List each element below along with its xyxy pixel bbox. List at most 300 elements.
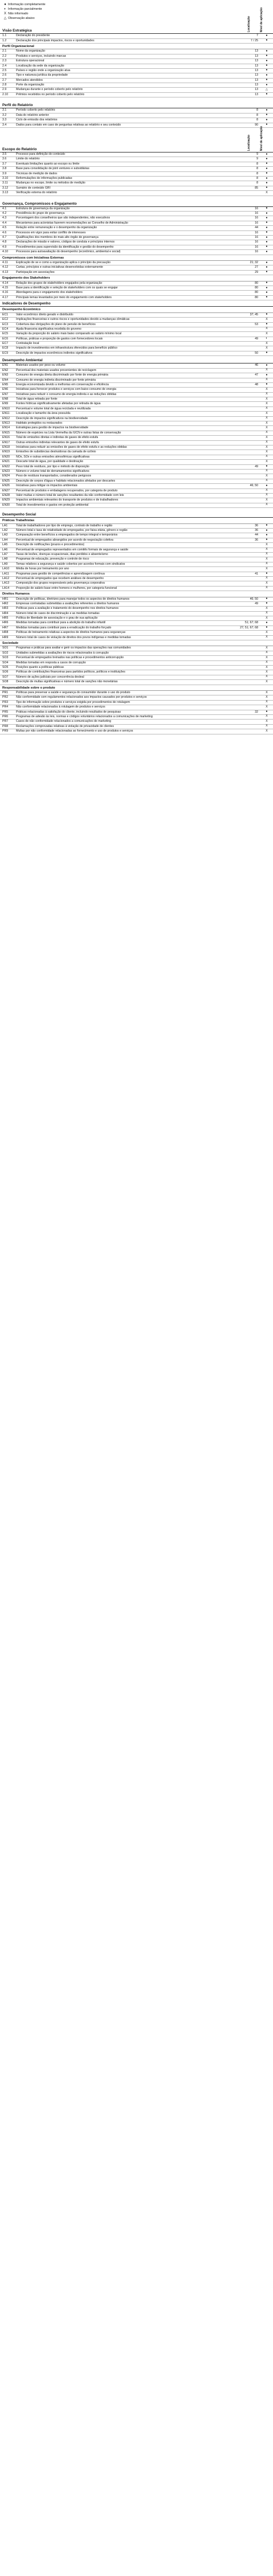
page-reference: [232, 616, 260, 620]
table-row: [0, 271, 273, 275]
page-reference: 47: [255, 373, 258, 377]
section-indicadores: [0, 302, 273, 356]
page-reference: [232, 460, 260, 464]
x-icon: X: [266, 459, 268, 463]
indicator-description: Presidência do grupo de governança: [16, 212, 65, 216]
indicator-code: HR9: [2, 635, 9, 639]
table-row: [0, 407, 273, 412]
indicator-description: Emissões de substâncias destruidoras da camada de ozônio: [16, 450, 96, 454]
indicator-code: EN20: [2, 455, 10, 459]
table-row: [0, 572, 273, 577]
page-reference: 32: [255, 710, 258, 714]
x-icon: X: [266, 411, 268, 415]
indicator-description: NOx, SOx e outras emissões atmosféricas significativas: [16, 455, 90, 459]
page-reference: [232, 332, 260, 336]
page-reference: 46; 50: [250, 597, 258, 601]
indicator-description: Impactos ambientais relevantes do transporte de produtos e de trabalhadores: [16, 498, 118, 502]
table-row: [0, 701, 273, 705]
table-row: [0, 59, 273, 64]
indicator-code: EN27: [2, 488, 10, 492]
indicator-code: EN10: [2, 406, 10, 411]
table-row: [0, 631, 273, 635]
indicator-description: Mudanças durante o período coberto pelo relatório: [16, 88, 83, 92]
x-icon: X: [266, 576, 268, 580]
indicator-description: Consumo de energia indireta discriminado por fonte primária: [16, 378, 96, 382]
indicator-description: Não conformidade com regulamentos relacionados aos impactos causados por produtos e serviços: [16, 695, 147, 699]
half-circle-icon: ◐: [4, 7, 6, 11]
indicator-description: Multas por não conformidade relacionadas ao fornecimento e uso de produtos e serviços: [16, 729, 133, 733]
table-row: [0, 282, 273, 286]
filled-circle-icon: ●: [266, 601, 268, 605]
x-icon: X: [266, 378, 268, 382]
filled-circle-icon: ●: [266, 270, 268, 274]
page-reference: [232, 675, 260, 679]
filled-circle-icon: ●: [266, 216, 268, 220]
indicator-description: Contratação local: [16, 342, 39, 346]
indicator-code: EN3: [2, 373, 9, 377]
indicator-description: Relação entre remuneração e o desempenho da organização: [16, 226, 97, 230]
filled-circle-icon: ●: [266, 225, 268, 229]
indicator-code: EC3: [2, 322, 9, 326]
indicator-description: Percentual e volume total de água reciclada e reutilizada: [16, 406, 91, 411]
indicator-description: Impacto de investimentos em infraestrutura oferecidos para benefício público: [16, 346, 118, 350]
rows-visao: [0, 34, 273, 44]
section-title-text: Desempenho Ambiental: [2, 358, 43, 363]
indicator-code: 3.11: [2, 181, 8, 185]
filled-circle-icon: ●: [266, 162, 268, 166]
indicator-description: Práticas relacionadas à satisfação do cliente, incluindo resultados de pesquisas: [16, 710, 121, 714]
filled-circle-icon: ●: [266, 620, 268, 624]
rows-sociedade: [0, 646, 273, 685]
page-reference: [232, 553, 260, 557]
filled-circle-icon: ●: [266, 281, 268, 285]
table-row: [0, 465, 273, 470]
subhead-produto: Responsabilidade sobre o produto: [0, 685, 273, 691]
table-row: [0, 73, 273, 78]
indicator-description: Variação da proporção do salário mais baixo comparado ao salário mínimo local: [16, 332, 122, 336]
indicator-code: EN19: [2, 450, 10, 454]
page-reference: 53: [255, 322, 258, 326]
triangle-icon: △: [3, 16, 7, 20]
table-row: [0, 725, 273, 729]
x-icon: X: [266, 425, 268, 429]
indicator-code: EN6: [2, 388, 9, 392]
indicator-description: Tipo e natureza jurídica da propriedade: [16, 73, 68, 77]
indicator-code: 3.1: [2, 108, 7, 112]
indicator-description: Abordagens para o engajamento dos stakeholders: [16, 291, 83, 295]
indicator-code: PR2: [2, 695, 9, 699]
page-reference: [232, 705, 260, 709]
indicator-code: 4.3: [2, 216, 7, 220]
indicator-description: Medidas tomadas para contribuir para a erradicação do trabalho forçado: [16, 626, 112, 630]
filled-circle-icon: ●: [266, 123, 268, 127]
filled-circle-icon: ●: [266, 113, 268, 117]
table-row: [0, 421, 273, 426]
indicator-description: Ajuda financeira significativa recebida do governo: [16, 327, 82, 331]
x-icon: X: [266, 719, 268, 723]
filled-circle-icon: ●: [266, 710, 268, 714]
indicator-code: 3.2: [2, 113, 7, 117]
x-icon: X: [266, 611, 268, 615]
table-row: [0, 695, 273, 700]
page-reference: [232, 455, 260, 459]
indicator-code: 4.17: [2, 295, 9, 299]
indicator-code: 2.2: [2, 54, 7, 58]
subhead-perfil-org: Perfil Organizacional: [0, 44, 273, 49]
section-social: [0, 513, 273, 734]
indicator-code: EN15: [2, 431, 10, 435]
page-reference: 80: [255, 281, 258, 285]
filled-circle-icon: ●: [266, 533, 268, 537]
x-icon: X: [266, 498, 268, 502]
x-icon: X: [266, 616, 268, 620]
page-reference: 36: [255, 529, 258, 533]
page-reference: 16: [255, 216, 258, 220]
indicator-description: Taxas de lesões, doenças ocupacionais, dias perdidos e absenteísmo: [16, 552, 108, 556]
indicator-code: 4.13: [2, 270, 9, 274]
table-row: [0, 720, 273, 724]
page-reference: [232, 607, 260, 611]
indicator-code: 4.8: [2, 240, 7, 244]
indicator-description: Países e região onde a organização atua: [16, 68, 70, 72]
indicator-code: 3.4: [2, 123, 7, 127]
x-icon: X: [266, 552, 268, 556]
indicator-description: Estrutura de governança da organização: [16, 206, 70, 210]
filled-circle-icon: ●: [266, 230, 268, 234]
page-reference: 7 / 25: [251, 38, 258, 42]
table-row: [0, 93, 273, 97]
table-row: [0, 412, 273, 416]
table-row: [0, 729, 273, 734]
table-row: [0, 489, 273, 494]
rows-direitos-humanos: [0, 597, 273, 641]
filled-circle-icon: ●: [266, 249, 268, 253]
x-icon: X: [266, 416, 268, 420]
filled-circle-icon: ●: [266, 64, 268, 67]
filled-circle-icon: ●: [266, 73, 268, 77]
rows-compromissos: [0, 261, 273, 275]
indicator-code: EN2: [2, 368, 9, 372]
x-icon: X: [266, 635, 268, 639]
indicator-description: Percentual de empregados que recebem análises de desempenho: [16, 576, 104, 580]
section-title: [0, 202, 273, 207]
column-headers: [248, 7, 273, 32]
table-row: [0, 172, 273, 177]
page-reference: [232, 441, 260, 445]
x-icon: X: [266, 548, 268, 552]
indicator-code: LA9: [2, 562, 8, 566]
section-title-text: Indicadores de Desempenho: [2, 302, 51, 306]
page-reference: [232, 661, 260, 665]
indicator-description: Programas de adesão às leis, normas e códigos voluntários relacionados a comunicações de marketing: [16, 714, 153, 718]
col-header-location: Localização: [247, 134, 251, 151]
indicator-code: EN7: [2, 392, 9, 396]
filled-circle-icon: ●: [266, 92, 268, 96]
indicator-description: Declaração do presidente: [16, 34, 50, 38]
indicator-description: Empresas contratadas submetidas a avaliações referentes a direitos humanos: [16, 601, 120, 605]
page-reference: 49: [255, 464, 258, 468]
filled-circle-icon: ●: [266, 597, 268, 601]
x-icon: X: [266, 503, 268, 507]
filled-circle-icon: ●: [266, 68, 268, 72]
section-ambiental: [0, 358, 273, 508]
filled-circle-icon: ●: [266, 626, 268, 630]
table-row: [0, 332, 273, 337]
x-icon: X: [266, 679, 268, 683]
table-row: [0, 538, 273, 543]
indicator-description: Peso total de resíduos, por tipo e método de disposição: [16, 464, 90, 468]
indicator-code: 3.9: [2, 171, 7, 175]
table-row: [0, 162, 273, 167]
page-reference: [232, 342, 260, 346]
page-reference: 27; 51; 67; 68: [240, 626, 258, 630]
x-icon: X: [266, 670, 268, 674]
section-title: [0, 302, 273, 307]
page-reference: [232, 562, 260, 566]
filled-circle-icon: ●: [266, 108, 268, 112]
indicator-description: Políticas de contribuições financeiras para partidos políticos, políticos e instituições: [16, 670, 125, 674]
indicator-code: EN4: [2, 378, 9, 382]
x-icon: X: [266, 586, 268, 590]
section-governanca: [0, 202, 273, 301]
table-row: [0, 54, 273, 59]
indicator-description: Dados para contato em caso de perguntas relativas ao relatório e seu conteúdo: [16, 123, 121, 127]
table-row: [0, 296, 273, 300]
indicator-code: LA13: [2, 581, 10, 585]
table-row: [0, 656, 273, 660]
page-reference: 8: [256, 118, 258, 122]
section-title-text: Desempenho Social: [2, 513, 36, 517]
subhead-direitos-humanos: Direitos Humanos: [0, 591, 273, 597]
page-reference: 37; 45: [250, 312, 258, 316]
legend-label: Informação parcialmente: [8, 7, 42, 11]
filled-circle-icon: ●: [266, 118, 268, 122]
filled-circle-icon: ●: [266, 176, 268, 180]
x-icon: X: [266, 562, 268, 566]
table-row: [0, 484, 273, 488]
table-row: [0, 64, 273, 69]
indicator-description: Iniciativas para mitigar os impactos ambientais: [16, 484, 78, 488]
x-icon: X: [266, 606, 268, 610]
x-icon: X: [266, 190, 268, 194]
subhead-stakeholders: Engajamento dos Stakeholders: [0, 275, 273, 281]
triangle-icon: △: [266, 87, 268, 91]
indicator-description: Cartas, princípios e outras iniciativas desenvolvidas externamente: [16, 265, 103, 269]
indicator-code: HR3: [2, 607, 9, 611]
legend-label: Não informado: [8, 11, 29, 15]
table-row: [0, 479, 273, 484]
table-row: [0, 346, 273, 351]
table-row: [0, 612, 273, 616]
section-title-text: Visão Estratégica: [2, 29, 32, 33]
x-icon: X: [266, 660, 268, 664]
indicator-code: PR6: [2, 714, 9, 718]
page-reference: [232, 729, 260, 733]
indicator-description: Verificação externa do relatório: [16, 191, 57, 195]
indicator-description: Iniciativas para reduzir as emissões de gases de efeito estufa e as reduções obtidas: [16, 445, 127, 449]
indicator-code: EN30: [2, 503, 10, 507]
indicator-description: Implicações financeiras e outros riscos e oportunidades devido a mudanças climáticas: [16, 318, 130, 322]
x-icon: X: [266, 449, 268, 454]
filled-circle-icon: ●: [266, 464, 268, 468]
section-title-text: Governança, Compromissos e Engajamento: [2, 201, 77, 206]
table-row: [0, 562, 273, 567]
page-reference: [232, 680, 260, 684]
indicator-description: Data do relatório anterior: [16, 113, 49, 117]
table-row: [0, 529, 273, 533]
indicator-description: Mudanças no escopo, limite ou métodos de medição: [16, 181, 86, 185]
table-row: [0, 402, 273, 406]
rows-produto: [0, 691, 273, 734]
table-row: [0, 661, 273, 666]
x-icon: X: [266, 724, 268, 728]
indicator-description: Porcentagem dos conselheiros que são independentes, não executivos: [16, 216, 110, 220]
subhead-trabalhistas: Práticas Trabalhistas: [0, 518, 273, 523]
indicator-description: Posições quanto a políticas públicas: [16, 666, 64, 670]
indicator-description: Mercados atendidos: [16, 78, 43, 82]
legend-label: Informação completamente: [8, 2, 46, 6]
indicator-description: Qualificações dos membros do mais alto órgão de governança: [16, 236, 98, 240]
rows-trabalhistas: [0, 524, 273, 591]
indicator-code: EN24: [2, 474, 10, 478]
indicator-code: 2.8: [2, 83, 7, 87]
table-row: [0, 393, 273, 397]
column-headers: [248, 126, 273, 151]
page-reference: [232, 548, 260, 552]
indicator-description: Estratégias para gestão de impactos na biodiversidade: [16, 426, 89, 430]
page-reference: [232, 191, 260, 195]
table-row: [0, 291, 273, 295]
indicator-code: EN1: [2, 363, 9, 368]
table-row: [0, 445, 273, 450]
indicator-description: Descrição de políticas, diretrizes para manejar todos os aspectos de direitos humanos: [16, 597, 130, 601]
indicator-code: EN18: [2, 445, 10, 449]
page-reference: 49: [255, 337, 258, 341]
indicator-description: Número total de casos de violação de direitos dos povos indígenas e medidas tomadas: [16, 635, 131, 639]
indicator-code: 3.13: [2, 191, 9, 195]
page-reference: [232, 479, 260, 483]
indicator-code: 2.7: [2, 78, 7, 82]
col-header-location: Localização: [247, 15, 251, 33]
page-reference: 29: [255, 270, 258, 274]
page-reference: [232, 346, 260, 350]
x-icon: X: [266, 397, 268, 401]
page-reference: 16: [255, 221, 258, 225]
filled-circle-icon: ●: [266, 157, 268, 161]
indicator-description: Percentual de empregados representados em comitês formais de segurança e saúde: [16, 548, 129, 552]
table-row: [0, 533, 273, 538]
indicator-description: Ciclo de emissão dos relatórios: [16, 118, 58, 122]
table-row: [0, 114, 273, 118]
table-row: [0, 675, 273, 680]
table-row: [0, 524, 273, 529]
table-row: [0, 186, 273, 191]
table-row: [0, 616, 273, 621]
indicator-code: EN12: [2, 416, 10, 420]
page-reference: [232, 431, 260, 435]
page-reference: [232, 498, 260, 502]
indicator-code: LA12: [2, 576, 10, 580]
table-row: [0, 431, 273, 436]
indicator-code: EN11: [2, 412, 10, 416]
page-reference: [232, 543, 260, 547]
indicator-code: LA6: [2, 548, 8, 552]
indicator-code: SO8: [2, 680, 9, 684]
indicator-description: Número de espécies na Lista Vermelha da IUCN e outras listas de conservação: [16, 431, 121, 435]
table-row: [0, 245, 273, 250]
indicator-code: EN25: [2, 479, 10, 483]
indicator-code: 2.9: [2, 88, 7, 92]
page-reference: 9: [256, 157, 258, 161]
indicator-description: Total de investimentos e gastos em proteção ambiental: [16, 503, 89, 507]
indicator-code: SO2: [2, 651, 9, 655]
page-reference: 36: [255, 523, 258, 527]
page-reference: [232, 327, 260, 331]
indicator-code: LA2: [2, 529, 8, 533]
x-icon: X: [266, 421, 268, 425]
indicator-description: Unidades submetidas a avaliações de riscos relacionados à corrupção: [16, 651, 109, 655]
subhead-sociedade: Sociedade: [0, 640, 273, 646]
table-row: [0, 69, 273, 73]
indicator-code: PR3: [2, 700, 9, 704]
table-row: [0, 34, 273, 38]
indicator-description: Técnicas de medição de dados: [16, 171, 57, 175]
rows-perfil-org: [0, 49, 273, 97]
x-icon: X: [266, 401, 268, 405]
page-reference: 16: [255, 245, 258, 249]
indicator-code: EN5: [2, 382, 9, 386]
table-row: [0, 470, 273, 474]
filled-circle-icon: ●: [266, 295, 268, 299]
page-reference: 80: [255, 295, 258, 299]
indicator-code: PR5: [2, 710, 9, 714]
indicator-description: Prêmios recebidos no período coberto pelo relatório: [16, 92, 85, 96]
page-reference: [232, 503, 260, 507]
page-reference: [232, 670, 260, 674]
indicator-code: 4.15: [2, 286, 9, 290]
page-reference: 13: [255, 49, 258, 53]
page-reference: 90: [255, 123, 258, 127]
indicator-code: 4.1: [2, 206, 7, 210]
indicator-description: Descarte total de água, por qualidade e destinação: [16, 460, 84, 464]
indicator-description: Iniciativas para fornecer produtos e serviços com baixo consumo de energia: [16, 388, 117, 392]
indicator-description: Habitats protegidos ou restaurados: [16, 421, 62, 425]
filled-circle-icon: ●: [266, 186, 268, 190]
indicator-code: HR1: [2, 597, 9, 601]
indicator-code: SO1: [2, 646, 9, 650]
indicator-code: SO4: [2, 660, 9, 664]
filled-circle-icon: ●: [266, 312, 268, 316]
page-reference: 16: [255, 236, 258, 240]
indicator-code: LA11: [2, 572, 9, 576]
indicator-code: LA7: [2, 552, 8, 556]
page-reference: [232, 318, 260, 322]
section-title: [0, 358, 273, 363]
table-row: [0, 240, 273, 245]
indicator-code: SO6: [2, 670, 9, 674]
page-reference: [232, 636, 260, 640]
indicator-description: Base para a identificação e seleção de stakeholders com os quais se engajar: [16, 286, 118, 290]
page-reference: [232, 489, 260, 493]
indicator-code: 2.6: [2, 73, 7, 77]
indicator-code: EN21: [2, 460, 10, 464]
legend-label: Observação abaixo: [8, 16, 35, 20]
indicator-description: Peso de resíduos transportados, considerados perigosos: [16, 474, 92, 478]
indicator-code: LA1: [2, 523, 8, 527]
indicator-description: Localização da sede da organização: [16, 64, 65, 68]
indicator-code: EC9: [2, 351, 9, 355]
table-row: [0, 441, 273, 445]
